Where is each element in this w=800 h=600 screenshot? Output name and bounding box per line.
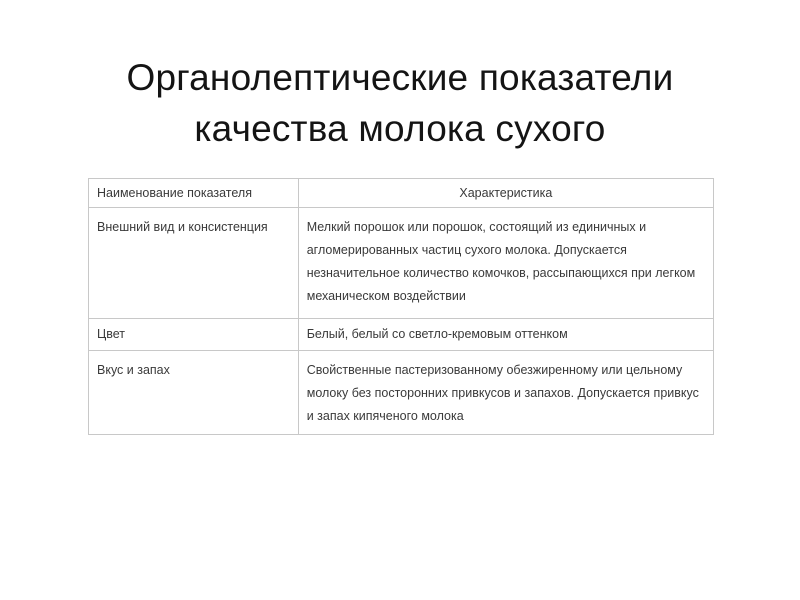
table-row (89, 319, 714, 351)
indicator-name-cell: Цвет (89, 319, 299, 351)
slide-title (0, 52, 800, 154)
characteristic-cell: Белый, белый со светло-кремовым оттенком (298, 319, 713, 351)
header-characteristic: Характеристика (298, 179, 713, 208)
characteristic-cell: Мелкий порошок или порошок, состоящий из единичных и агломерированных частиц сухого молока. Допускается незначительное количество комочков, рассыпающихся при легком механическом воздействии (298, 208, 713, 319)
characteristic-cell: Свойственные пастеризованному обезжиренному или цельному молоку без посторонних привкусов и запахов. Допускается привкус и запах кипяченого молока (298, 351, 713, 435)
table-row (89, 208, 714, 319)
indicator-name-cell: Внешний вид и консистенция (89, 208, 299, 319)
indicator-name-cell: Вкус и запах (89, 351, 299, 435)
slide-title-line-2: качества молока сухого (194, 108, 606, 149)
header-indicator-name: Наименование показателя (89, 179, 299, 208)
slide-title-line-1: Органолептические показатели (126, 57, 674, 98)
organoleptic-table (88, 178, 714, 435)
table-header-row (89, 179, 714, 208)
table-row (89, 351, 714, 435)
